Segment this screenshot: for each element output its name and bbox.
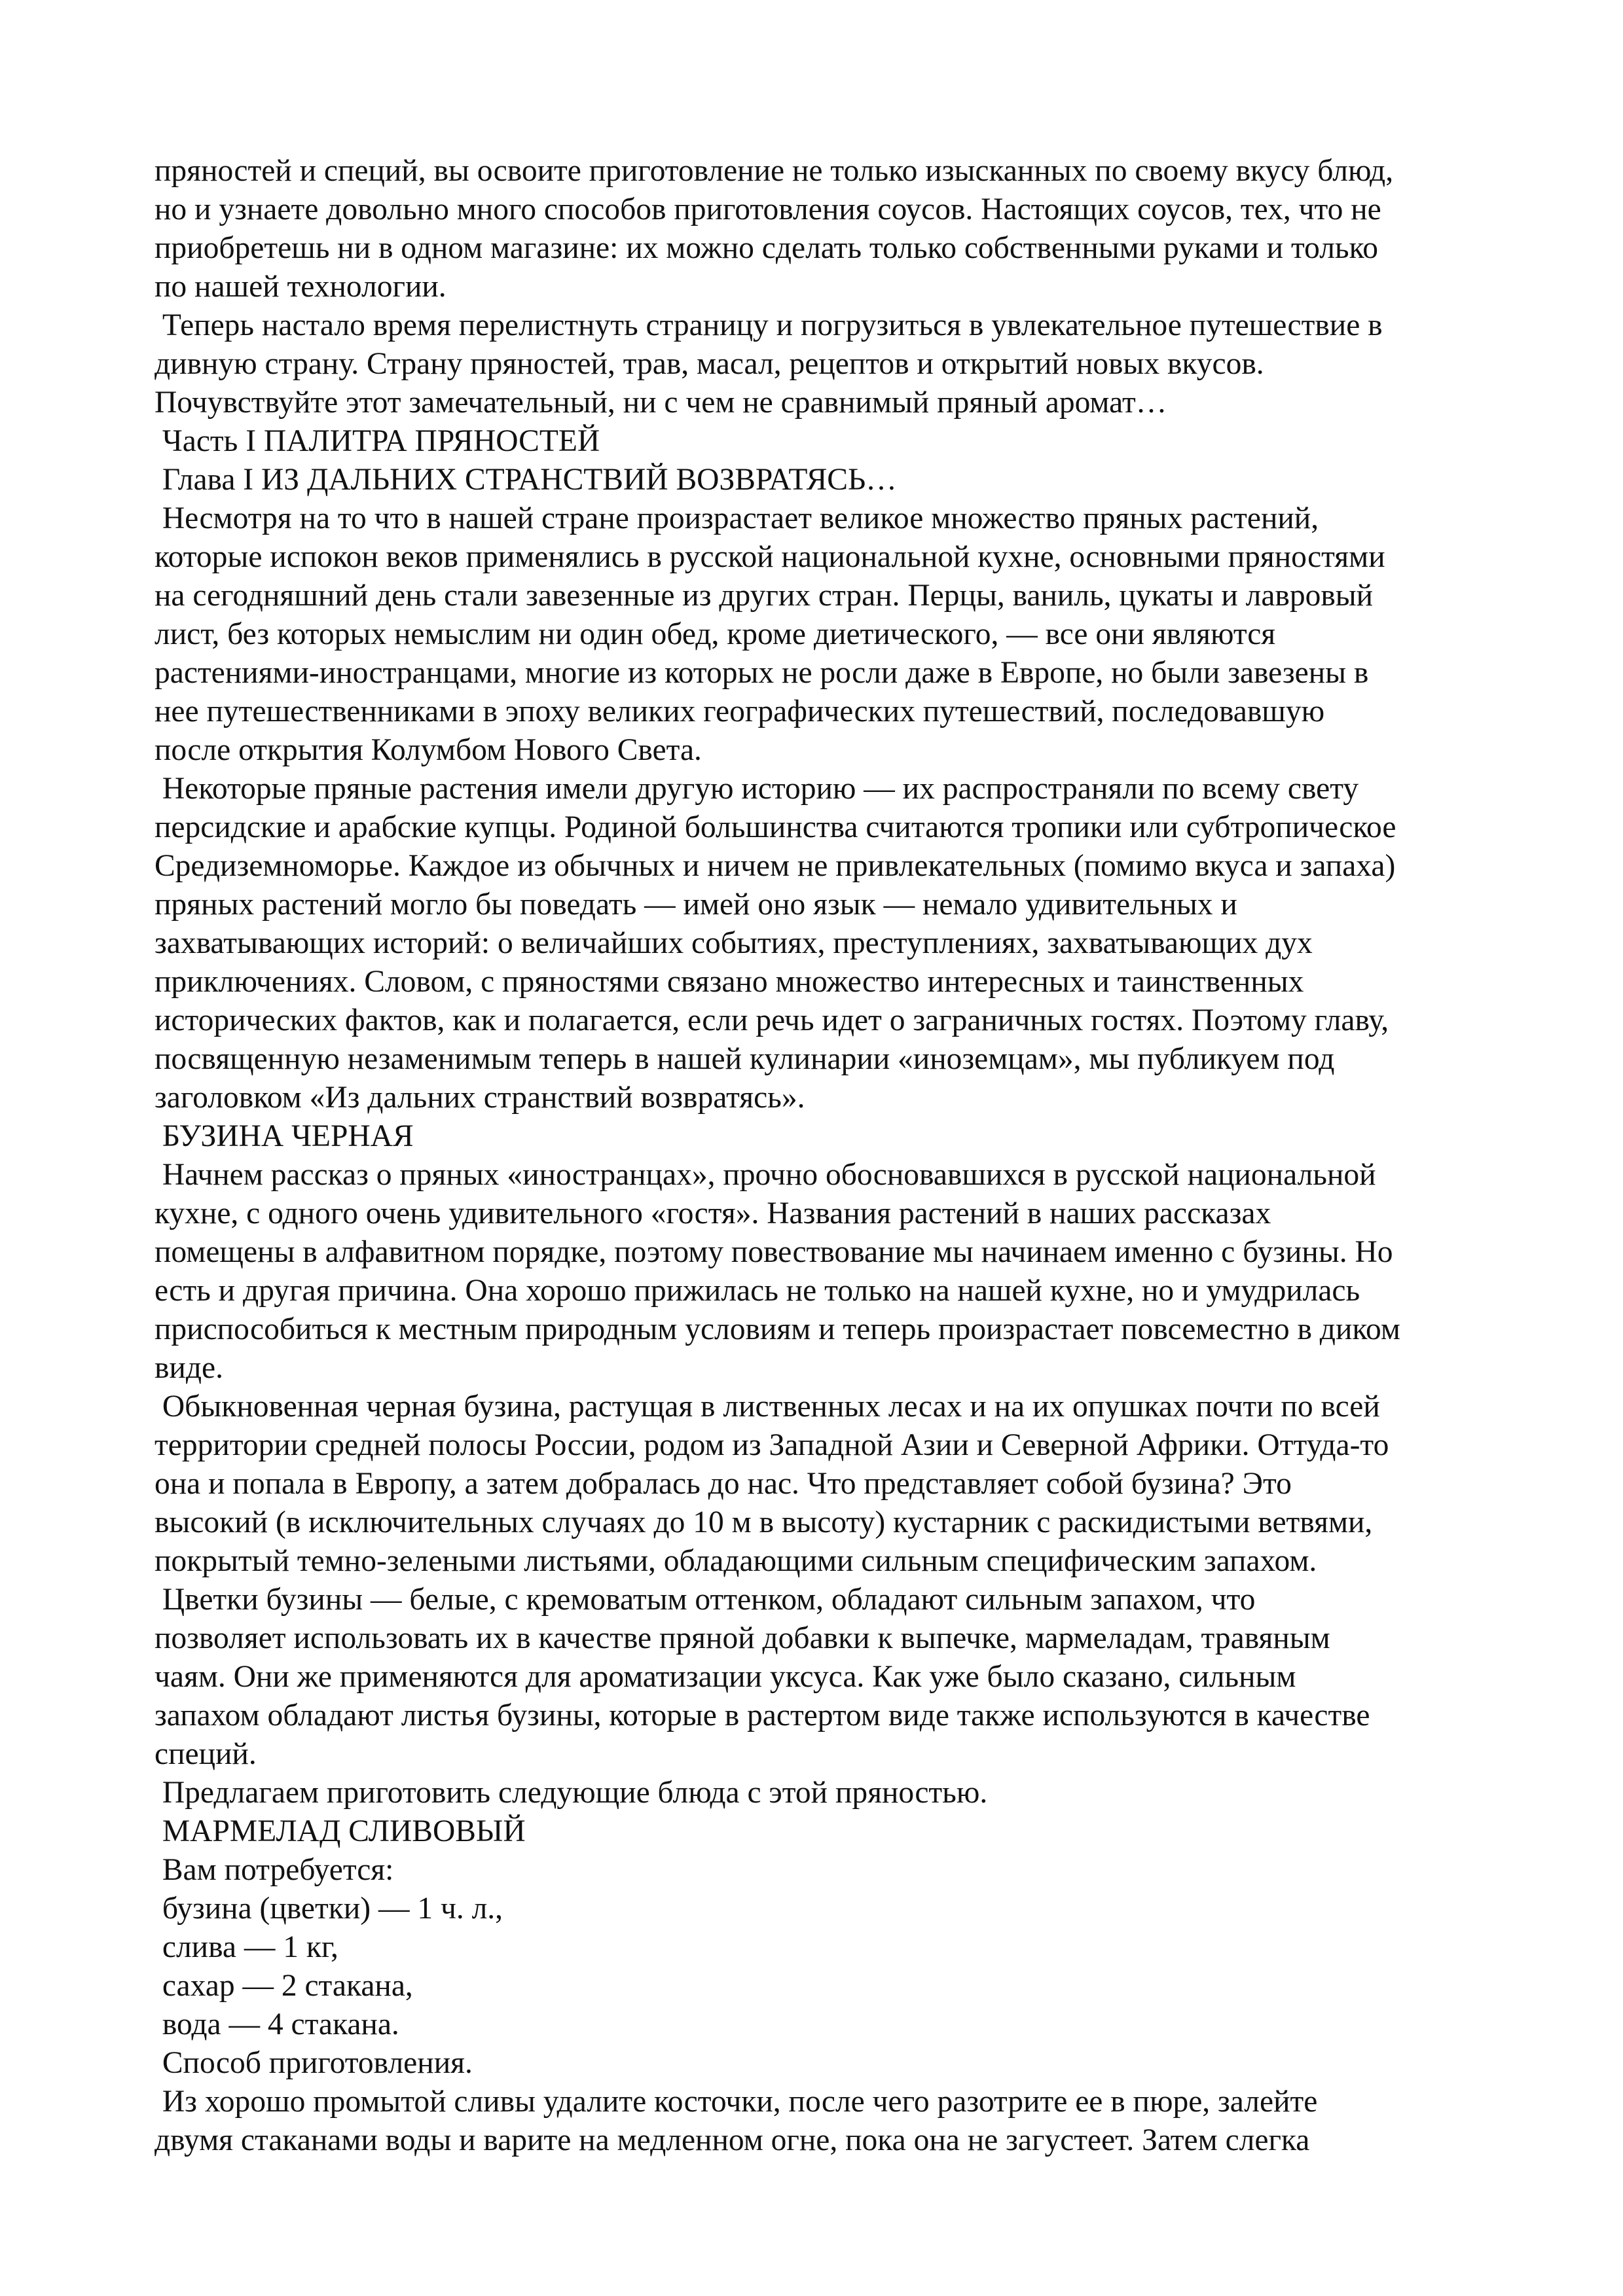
document-page [155,152,1490,2160]
text-line: Некоторые пряные растения имели другую историю — их распространяли по всему свету [155,772,1359,806]
text-line: чаям. Они же применяются для ароматизации уксуса. Как уже было сказано, сильным [155,1660,1296,1694]
text-line: Часть I ПАЛИТРА ПРЯНОСТЕЙ [155,424,600,458]
text-line: Из хорошо промытой сливы удалите косточки, после чего разотрите ее в пюре, залейте [155,2085,1318,2119]
text-line: персидские и арабские купцы. Родиной большинства считаются тропики или субтропическое [155,810,1396,844]
text-line: Обыкновенная черная бузина, растущая в лиственных лесах и на их опушках почти по всей [155,1390,1380,1424]
text-line: лист, без которых немыслим ни один обед, кроме диетического, — все они являются [155,617,1276,651]
text-line: пряных растений могло бы поведать — имей оно язык — немало удивительных и [155,888,1237,922]
text-line: запахом обладают листья бузины, которые в растертом виде также используются в качестве [155,1698,1370,1732]
text-line: Несмотря на то что в нашей стране произрастает великое множество пряных растений, [155,501,1319,535]
text-line: МАРМЕЛАД СЛИВОВЫЙ [155,1814,526,1848]
text-line: Вам потребуется: [155,1853,394,1887]
text-line: Способ приготовления. [155,2046,473,2080]
text-line: пряностей и специй, вы освоите приготовление не только изысканных по своему вкусу блюд, [155,154,1394,188]
text-line: исторических фактов, как и полагается, если речь идет о заграничных гостях. Поэтому главу, [155,1003,1389,1037]
text-line: слива — 1 кг, [155,1930,338,1964]
text-line: двумя стаканами воды и варите на медленном огне, пока она не загустеет. Затем слегка [155,2123,1310,2157]
text-line: приключениях. Словом, с пряностями связано множество интересных и таинственных [155,965,1304,999]
text-line: помещены в алфавитном порядке, поэтому повествование мы начинаем именно с бузины. Но [155,1235,1393,1269]
text-line: бузина (цветки) — 1 ч. л., [155,1892,503,1926]
text-line: которые испокон веков применялись в русской национальной кухне, основными пряностями [155,540,1385,574]
text-line: после открытия Колумбом Нового Света. [155,733,702,767]
text-line: растениями-иностранцами, многие из которых не росли даже в Европе, но были завезены в [155,656,1369,690]
text-line: Средиземноморье. Каждое из обычных и ничем не привлекательных (помимо вкуса и запаха) [155,849,1396,883]
text-line: есть и другая причина. Она хорошо прижилась не только на нашей кухне, но и умудрилась [155,1274,1360,1308]
text-line: БУЗИНА ЧЕРНАЯ [155,1119,414,1153]
text-line: дивную страну. Страну пряностей, трав, масал, рецептов и открытий новых вкусов. [155,347,1264,381]
text-line: Глава I ИЗ ДАЛЬНИХ СТРАНСТВИЙ ВОЗВРАТЯСЬ… [155,463,897,497]
text-line: Предлагаем приготовить следующие блюда с этой пряностью. [155,1776,988,1810]
text-line: территории средней полосы России, родом из Западной Азии и Северной Африки. Оттуда-то [155,1428,1389,1462]
text-line: вода — 4 стакана. [155,2007,399,2041]
text-line: позволяет использовать их в качестве пряной добавки к выпечке, мармеладам, травяным [155,1621,1330,1655]
text-line: по нашей технологии. [155,270,447,304]
text-line: нее путешественниками в эпоху великих географических путешествий, последовавшую [155,694,1325,728]
text-line: сахар — 2 стакана, [155,1969,413,2003]
text-line: покрытый темно-зелеными листьями, обладающими сильным специфическим запахом. [155,1544,1317,1578]
text-line: Теперь настало время перелистнуть страницу и погрузиться в увлекательное путешествие в [155,308,1383,342]
text-line: Почувствуйте этот замечательный, ни с чем не сравнимый пряный аромат… [155,386,1167,420]
text-line: высокий (в исключительных случаях до 10 м в высоту) кустарник с раскидистыми ветвями, [155,1505,1373,1539]
text-line: виде. [155,1351,223,1385]
text-line: специй. [155,1737,257,1771]
text-line: на сегодняшний день стали завезенные из других стран. Перцы, ваниль, цукаты и лавровый [155,579,1374,613]
text-line: приспособиться к местным природным условиям и теперь произрастает повсеместно в диком [155,1312,1400,1346]
text-line: заголовком «Из дальних странствий возвратясь». [155,1081,805,1115]
text-line: захватывающих историй: о величайших событиях, преступлениях, захватывающих дух [155,926,1313,960]
text-line: Начнем рассказ о пряных «иностранцах», прочно обосновавшихся в русской национальной [155,1158,1376,1192]
text-line: приобретешь ни в одном магазине: их можно сделать только собственными руками и только [155,231,1379,265]
text-line: посвященную незаменимым теперь в нашей кулинарии «иноземцам», мы публикуем под [155,1042,1335,1076]
text-line: но и узнаете довольно много способов приготовления соусов. Настоящих соусов, тех, что не [155,192,1381,226]
text-line: кухне, с одного очень удивительного «гостя». Названия растений в наших рассказах [155,1196,1271,1230]
text-line: она и попала в Европу, а затем добралась до нас. Что представляет собой бузина? Это [155,1467,1292,1501]
text-line: Цветки бузины — белые, с кремоватым оттенком, обладают сильным запахом, что [155,1583,1256,1617]
